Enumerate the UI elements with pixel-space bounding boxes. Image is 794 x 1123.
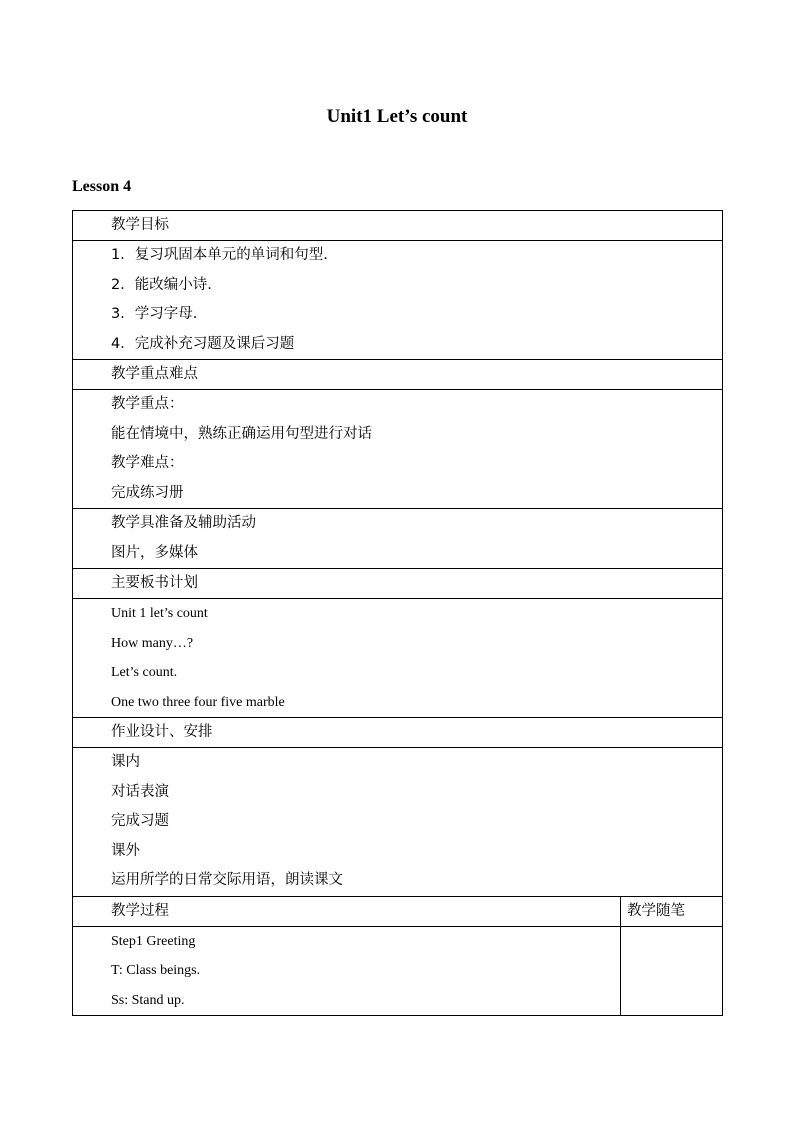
materials-line: 图片，多媒体 xyxy=(111,544,198,561)
process-heading: 教学过程 xyxy=(111,902,169,919)
objective-item: 3．学习字母. xyxy=(111,306,198,322)
process-line: Ss: Stand up. xyxy=(111,992,185,1008)
board-plan-heading: 主要板书计划 xyxy=(111,575,198,591)
objective-item: 1．复习巩固本单元的单词和句型. xyxy=(111,247,328,263)
process-header-row xyxy=(73,896,723,926)
board-plan-line: Unit 1 let’s count xyxy=(111,606,208,621)
objectives-row xyxy=(73,241,723,360)
page-title: Unit1 Let’s count xyxy=(326,106,468,127)
process-line: Step1 Greeting xyxy=(111,933,196,949)
key-points-heading: 教学重点难点 xyxy=(111,366,198,382)
objective-item: 4．完成补充习题及课后习题 xyxy=(111,335,295,352)
homework-line: 完成习题 xyxy=(111,813,169,829)
key-points-row xyxy=(73,390,723,509)
key-points-line: 完成练习册 xyxy=(111,484,184,501)
board-plan-line: How many…? xyxy=(111,635,194,651)
key-points-line: 教学重点： xyxy=(111,396,184,412)
notes-cell xyxy=(621,926,723,1016)
objectives-heading: 教学目标 xyxy=(111,217,169,233)
homework-line: 课内 xyxy=(111,754,140,770)
key-points-line: 能在情境中，熟练正确运用句型进行对话 xyxy=(111,425,372,442)
homework-line: 对话表演 xyxy=(111,783,169,800)
materials-heading: 教学具准备及辅助活动 xyxy=(111,515,256,531)
homework-heading: 作业设计、安排 xyxy=(111,724,213,740)
board-plan-line: Let’s count. xyxy=(111,665,178,680)
process-row xyxy=(73,926,723,1016)
notes-heading: 教学随笔 xyxy=(627,902,685,919)
lesson-plan-table xyxy=(72,210,723,1016)
homework-row xyxy=(73,748,723,897)
key-points-header-row xyxy=(73,360,723,390)
materials-row xyxy=(73,509,723,569)
board-plan-header-row xyxy=(73,569,723,599)
key-points-line: 教学难点： xyxy=(111,455,184,471)
board-plan-line: One two three four five marble xyxy=(111,694,285,710)
lesson-label: Lesson 4 xyxy=(72,178,132,195)
objective-item: 2．能改编小诗. xyxy=(111,276,212,293)
homework-line: 课外 xyxy=(111,842,140,859)
board-plan-row xyxy=(73,599,723,718)
homework-header-row xyxy=(73,718,723,748)
process-line: T: Class beings. xyxy=(111,963,201,978)
objectives-header-row xyxy=(73,211,723,241)
homework-line: 运用所学的日常交际用语，朗读课文 xyxy=(111,872,343,888)
